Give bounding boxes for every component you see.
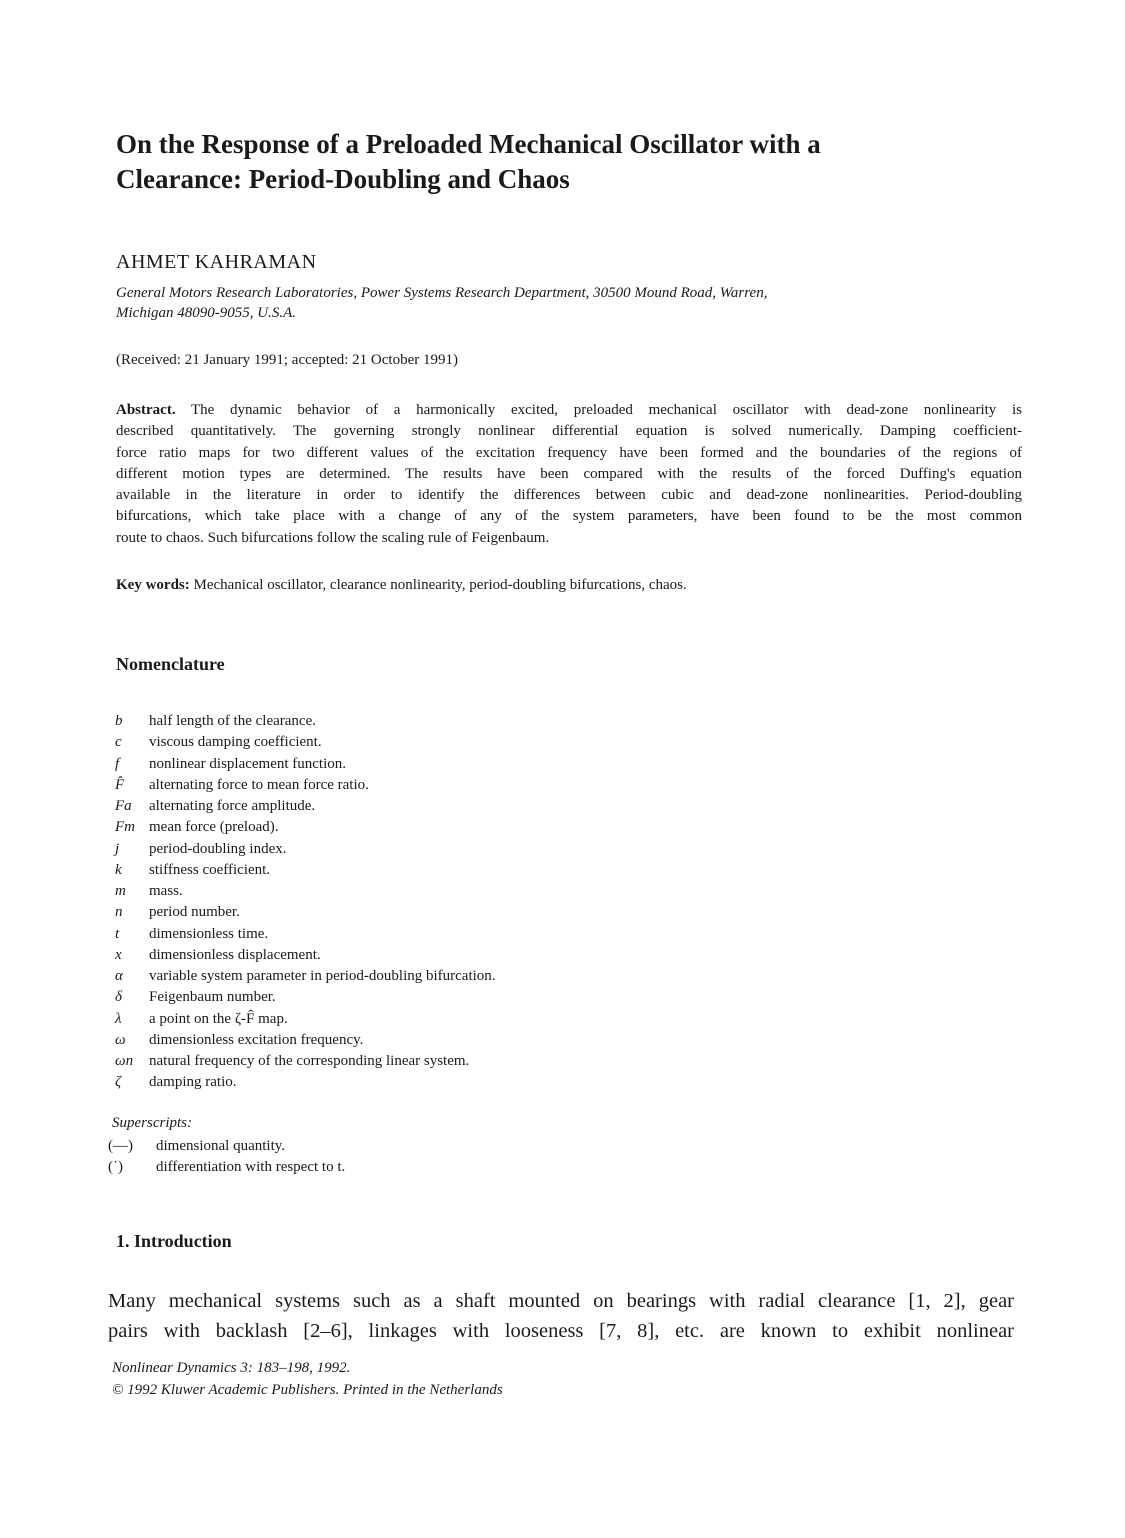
- abstract: [116, 400, 1022, 549]
- intro-line-1: Many mechanical systems such as a shaft mounted on bearings with radial clearance [1, 2], gear: [108, 1290, 1014, 1312]
- superscripts-heading: Superscripts:: [112, 1115, 192, 1131]
- nomenclature-heading: Nomenclature: [116, 654, 225, 674]
- introduction-heading: 1. Introduction: [116, 1231, 232, 1251]
- abstract-line-4: different motion types are determined. The results have been compared with the results of the forced Duffing's equation: [116, 465, 1022, 482]
- nomenclature-description: damping ratio.: [149, 1074, 237, 1091]
- title-line-2: Clearance: Period-Doubling and Chaos: [116, 164, 570, 194]
- nomenclature-description: nonlinear displacement function.: [149, 755, 347, 772]
- nomenclature-symbol: j: [115, 840, 120, 857]
- nomenclature-item: [112, 711, 496, 732]
- nomenclature-description: stiffness coefficient.: [149, 861, 271, 878]
- nomenclature-symbol: n: [115, 904, 123, 921]
- keywords-text: Mechanical oscillator, clearance nonlinearity, period-doubling bifurcations, chaos.: [193, 577, 687, 593]
- nomenclature-description: Feigenbaum number.: [149, 989, 276, 1006]
- nomenclature-symbol: t: [115, 925, 120, 942]
- nomenclature-item: [112, 839, 496, 860]
- copyright-line: © 1992 Kluwer Academic Publishers. Printed in the Netherlands: [112, 1382, 503, 1398]
- author-affiliation: [116, 283, 996, 323]
- abstract-line-5: available in the literature in order to identify the differences between cubic and dead-zone nonlinearities. Period-doubling: [116, 487, 1022, 504]
- nomenclature-description: dimensionless time.: [149, 925, 269, 942]
- superscripts-list: [108, 1136, 345, 1178]
- abstract-line-3: force ratio maps for two different values of the excitation frequency have been formed and the boundaries of the regions of: [116, 444, 1022, 461]
- nomenclature-symbol: ω: [115, 1031, 126, 1048]
- nomenclature-description: natural frequency of the corresponding linear system.: [149, 1053, 470, 1069]
- nomenclature-description: period-doubling index.: [149, 840, 287, 857]
- nomenclature-description: mass.: [149, 883, 183, 899]
- nomenclature-symbol: f: [115, 755, 120, 772]
- nomenclature-symbol: α: [115, 968, 123, 984]
- nomenclature-list: [112, 711, 496, 1094]
- superscript-symbol: (—): [108, 1138, 133, 1154]
- abstract-line-6: bifurcations, which take place with a change of any of the system parameters, have been found to be the most common: [116, 508, 1022, 525]
- nomenclature-symbol: λ: [115, 1010, 122, 1027]
- nomenclature-item: [112, 796, 496, 817]
- nomenclature-item: [112, 1051, 496, 1072]
- nomenclature-description: half length of the clearance.: [149, 713, 316, 729]
- nomenclature-description: alternating force to mean force ratio.: [149, 776, 369, 793]
- nomenclature-description: viscous damping coefficient.: [149, 734, 322, 751]
- nomenclature-item: [112, 1009, 496, 1030]
- nomenclature-item: [112, 1072, 496, 1093]
- nomenclature-description: a point on the ζ-F̂ map.: [149, 1010, 288, 1027]
- abstract-line-2: described quantitatively. The governing strongly nonlinear differential equation is solved numerically. Damping coefficient-: [116, 423, 1022, 440]
- superscript-item: [108, 1136, 345, 1157]
- received-dates: (Received: 21 January 1991; accepted: 21 October 1991): [116, 352, 458, 368]
- nomenclature-item: [112, 817, 496, 838]
- abstract-text: The dynamic behavior of a harmonically excited, preloaded mechanical oscillator with dead-zone nonlinearity is: [191, 402, 1022, 418]
- journal-citation: Nonlinear Dynamics 3: 183–198, 1992.: [112, 1360, 351, 1376]
- keywords-label: Key words:: [116, 577, 190, 593]
- abstract-line-7: route to chaos. Such bifurcations follow the scaling rule of Feigenbaum.: [116, 529, 550, 546]
- nomenclature-description: dimensionless excitation frequency.: [149, 1031, 364, 1048]
- nomenclature-symbol: F̂: [115, 776, 125, 793]
- nomenclature-item: [112, 987, 496, 1008]
- paper-title: [116, 127, 1016, 197]
- nomenclature-item: [112, 775, 496, 796]
- nomenclature-item: [112, 945, 496, 966]
- nomenclature-item: [112, 902, 496, 923]
- nomenclature-symbol: δ: [115, 989, 122, 1006]
- intro-line-2: pairs with backlash [2–6], linkages with looseness [7, 8], etc. are known to exhibit nonlinear: [108, 1320, 1014, 1342]
- nomenclature-symbol: m: [115, 883, 126, 899]
- superscript-description: dimensional quantity.: [156, 1138, 286, 1154]
- nomenclature-symbol: ζ: [115, 1074, 122, 1091]
- nomenclature-description: dimensionless displacement.: [149, 946, 321, 963]
- author-name: AHMET KAHRAMAN: [116, 251, 317, 273]
- superscript-description: differentiation with respect to t.: [156, 1159, 346, 1175]
- introduction-text: [108, 1286, 1014, 1346]
- nomenclature-symbol: c: [115, 734, 122, 751]
- nomenclature-item: [112, 754, 496, 775]
- nomenclature-symbol: x: [115, 946, 122, 963]
- nomenclature-description: mean force (preload).: [149, 819, 279, 836]
- nomenclature-item: [112, 966, 496, 987]
- nomenclature-symbol: b: [115, 713, 123, 729]
- nomenclature-item: [112, 924, 496, 945]
- affiliation-line-2: Michigan 48090-9055, U.S.A.: [116, 305, 296, 321]
- nomenclature-description: alternating force amplitude.: [149, 798, 316, 814]
- nomenclature-symbol: Fm: [115, 819, 135, 836]
- abstract-label: Abstract.: [116, 402, 176, 418]
- keywords: [116, 577, 1022, 594]
- nomenclature-item: [112, 881, 496, 902]
- abstract-line-1: [116, 400, 1022, 421]
- journal-footer: [112, 1357, 503, 1401]
- nomenclature-item: [112, 1030, 496, 1051]
- nomenclature-description: variable system parameter in period-doubling bifurcation.: [149, 968, 496, 984]
- nomenclature-item: [112, 732, 496, 753]
- nomenclature-description: period number.: [149, 904, 240, 921]
- superscript-symbol: (˙): [108, 1159, 123, 1175]
- nomenclature-symbol: ωn: [115, 1053, 134, 1069]
- superscript-item: [108, 1157, 345, 1178]
- title-line-1: On the Response of a Preloaded Mechanical Oscillator with a: [116, 129, 821, 159]
- nomenclature-symbol: k: [115, 861, 122, 878]
- nomenclature-symbol: Fa: [115, 798, 132, 814]
- nomenclature-item: [112, 860, 496, 881]
- affiliation-line-1: General Motors Research Laboratories, Power Systems Research Department, 30500 Mound Road, Warren,: [116, 285, 768, 301]
